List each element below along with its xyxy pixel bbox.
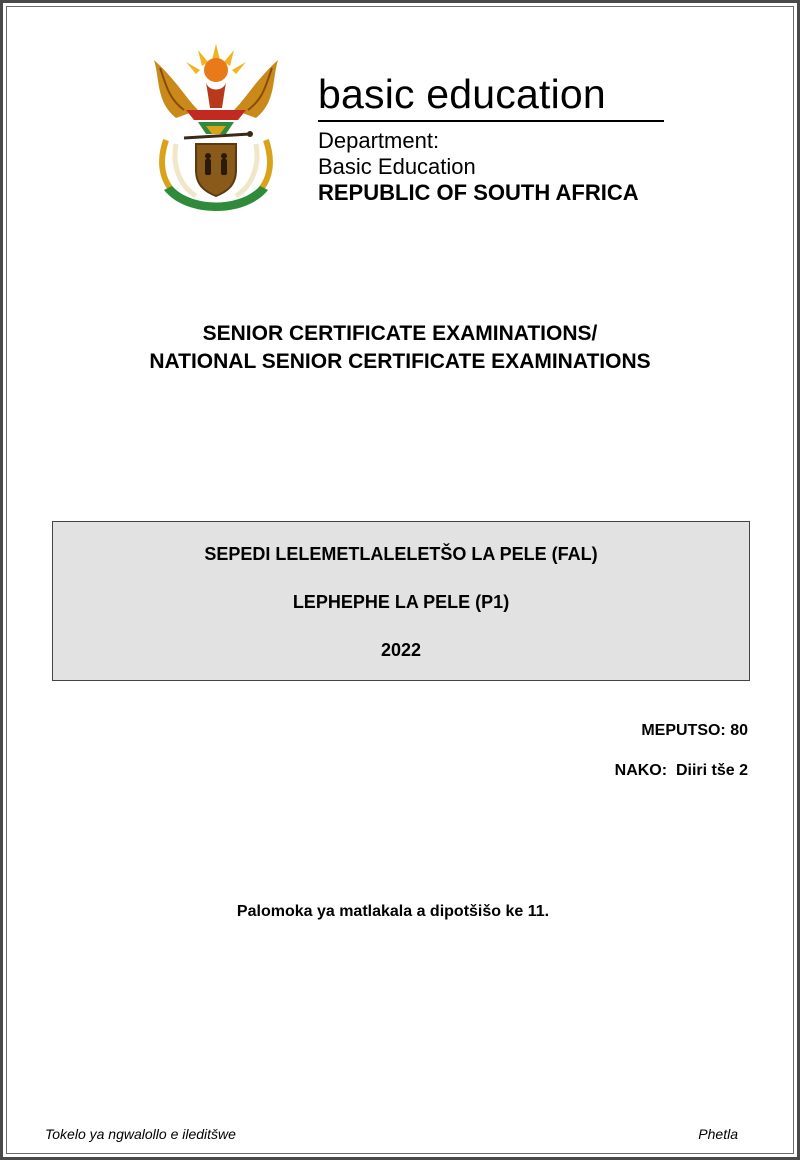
subject-box <box>52 521 750 681</box>
brand-title: basic education <box>318 71 606 117</box>
department-branding <box>318 70 664 206</box>
paper-number: LEPHEPHE LA PELE (P1) <box>292 592 510 612</box>
copyright-notice: Tokelo ya ngwalollo e ileditšwe <box>45 1126 236 1142</box>
coat-of-arms-icon <box>146 40 286 218</box>
brand-divider <box>318 120 664 122</box>
exam-heading <box>0 320 800 376</box>
exam-heading-line2: NATIONAL SENIOR CERTIFICATE EXAMINATIONS <box>149 350 651 373</box>
department-label: Department: <box>318 128 440 153</box>
subject-name: SEPEDI LELEMETLALELETŠO LA PELE (FAL) <box>204 544 598 564</box>
total-marks: MEPUTSO: 80 <box>641 722 748 739</box>
pages-note: Palomoka ya matlakala a dipotšišo ke 11. <box>236 903 550 920</box>
exam-time: NAKO: Diiri tše 2 <box>614 762 748 779</box>
turn-over-note: Phetla <box>698 1126 738 1142</box>
exam-heading-line1: SENIOR CERTIFICATE EXAMINATIONS/ <box>202 322 598 345</box>
exam-year: 2022 <box>380 640 422 660</box>
department-name: Basic Education <box>318 154 476 179</box>
country-name: REPUBLIC OF SOUTH AFRICA <box>318 180 639 205</box>
